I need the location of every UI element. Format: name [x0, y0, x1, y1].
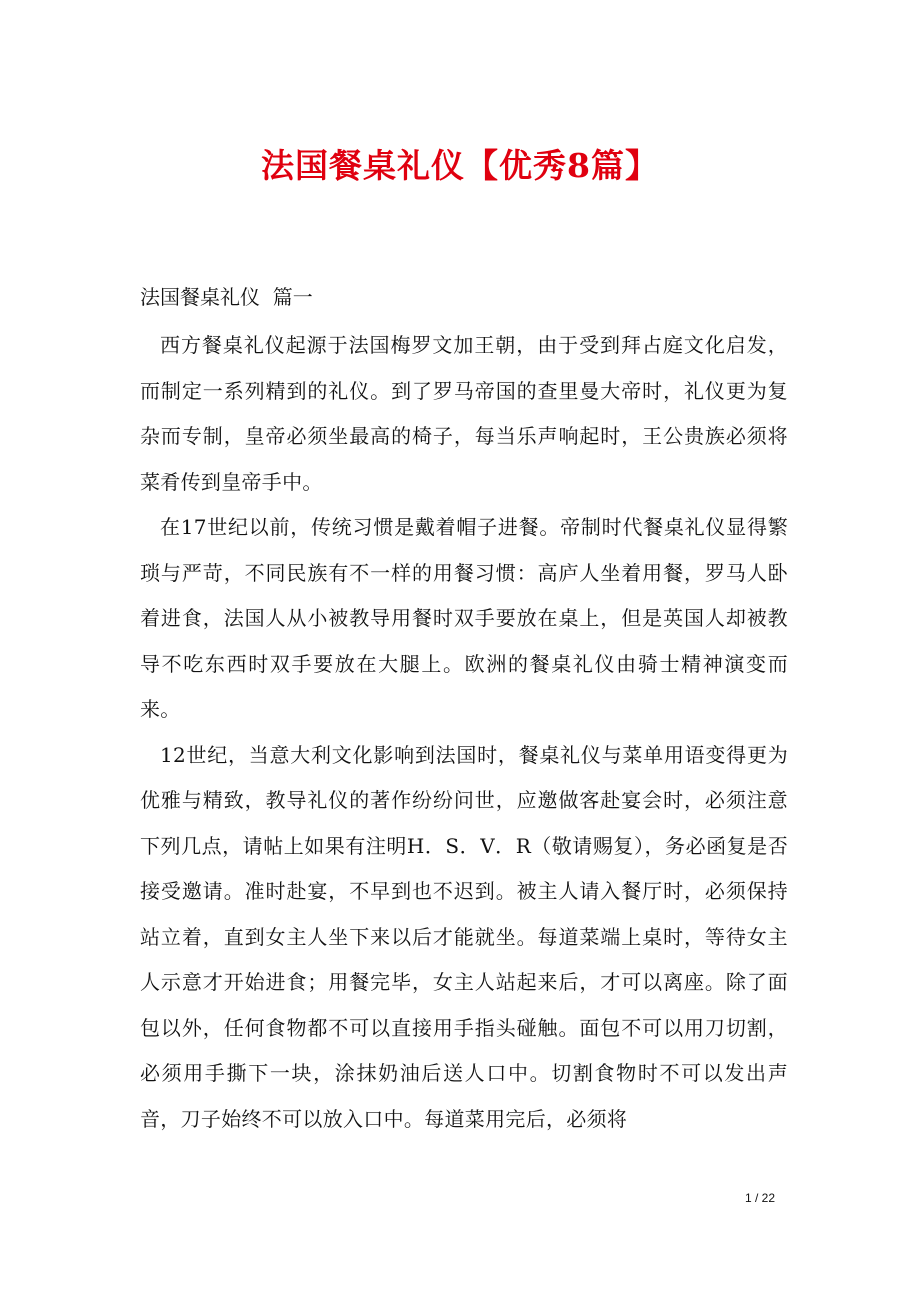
paragraph-3: 12世纪，当意大利文化影响到法国时，餐桌礼仪与菜单用语变得更为优雅与精致，教导礼仪的著作纷纷问世，应邀做客赴宴会时，必须注意下列几点，请帖上如果有注明H．S．V．R（敬请赐复），务必函复是否接受邀请。准时赴宴，不早到也不迟到。被主人请入餐厅时，必须保持站立着，直到女主人坐下来以后才能就坐。每道菜端上桌时，等待女主人示意才开始进食；用餐完毕，女主人站起来后，才可以离座。除了面包以外，任何食物都不可以直接用手指头碰触。面包不可以用刀切割，必须用手撕下一块，涂抹奶油后送人口中。切割食物时不可以发出声音，刀子始终不可以放入口中。每道菜用完后，必须将 — [140, 742, 788, 1131]
body-text — [140, 323, 788, 1142]
paragraph-2: 在17世纪以前，传统习惯是戴着帽子进餐。帝制时代餐桌礼仪显得繁琐与严苛，不同民族有不一样的用餐习惯：高庐人坐着用餐，罗马人卧着进食，法国人从小被教导用餐时双手要放在桌上，但是英国人却被教导不吃东西时双手要放在大腿上。欧洲的餐桌礼仪由骑士精神演变而来。 — [140, 515, 788, 721]
paragraph-1: 西方餐桌礼仪起源于法国梅罗文加王朝，由于受到拜占庭文化启发，而制定一系列精到的礼仪。到了罗马帝国的查里曼大帝时，礼仪更为复杂而专制，皇帝必须坐最高的椅子，每当乐声响起时，王公贵族必须将菜肴传到皇帝手中。 — [140, 333, 788, 494]
section-heading: 法国餐桌礼仪 篇一 — [140, 285, 313, 309]
page-number: 1 / 22 — [744, 1191, 776, 1205]
document-title: 法国餐桌礼仪【优秀8篇】 — [261, 146, 659, 185]
